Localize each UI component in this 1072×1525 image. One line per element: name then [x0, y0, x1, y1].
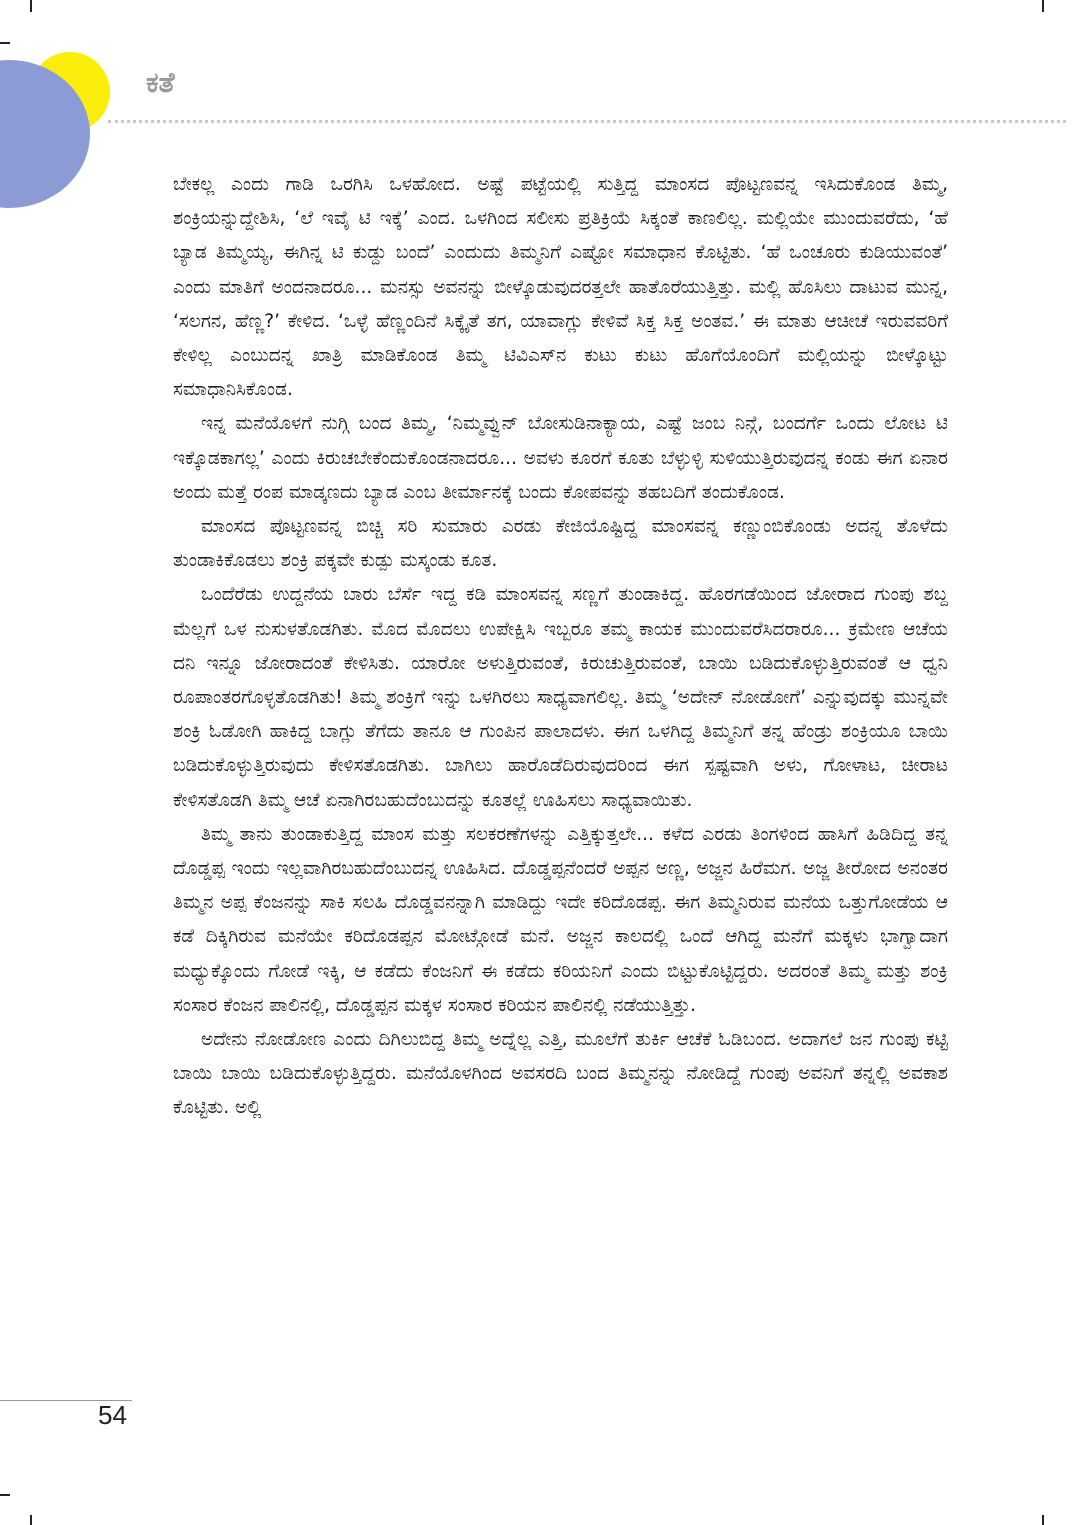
page-number: 54 — [98, 1400, 127, 1430]
crop-mark — [30, 1515, 32, 1525]
paragraph: ಮಾಂಸದ ಪೊಟ್ಟಣವನ್ನ ಬಿಚ್ಚಿ ಸರಿ ಸುಮಾರು ಎರಡು ಕೇಜಿಯೊಷ್ಟಿದ್ದ ಮಾಂಸವನ್ನ ಕಣ್ಣುಂಬಿಕೊಂಡು ಅದನ್ನ ತೊಳೆದು ತುಂಡಾಕಿಕೊಡಲು ಶಂಕ್ರಿ ಪಕ್ಕವೇ ಕುಡ್ಪು ಮಸ್ಕಂಡು ಕೂತ. — [173, 516, 948, 572]
paragraph: ಇನ್ನ ಮನೆಯೊಳಗೆ ನುಗ್ಗಿ ಬಂದ ತಿಮ್ಮ, ‘ನಿಮ್ಮವ್ವುನ್ ಬೋಸುಡಿನಾಕ್ಯಾಯ, ಎಷ್ಟೆ ಜಂಬ ನಿನ್ಗೆ, ಬಂದರ್ಗೆ ಒಂದು ಲೋಟ ಟಿ ಇಕ್ಕೊಡಕಾಗಲ್ಲ’ ಎಂದು ಕಿರುಚಬೇಕೆಂದುಕೊಂಡನಾದರೂ... ಅವಳು ಕೂರಗೆ ಕೂತು ಬೆಳ್ಳುಳ್ಳಿ ಸುಳಿಯುತ್ತಿರುವುದನ್ನ ಕಂಡು ಈಗ ಏನಾರ ಅಂದು ಮತ್ತೆ ರಂಪ ಮಾಡ್ಕಣದು ಬ್ಯಾಡ ಎಂಬ ತೀರ್ಮಾನಕ್ಕೆ ಬಂದು ಕೋಪವನ್ನು ತಹಬದಿಗೆ ತಂದುಕೊಂಡ. — [173, 413, 948, 503]
paragraph: ಅದೇನು ನೋಡೋಣ ಎಂದು ದಿಗಿಲುಬಿದ್ದ ತಿಮ್ಮ ಅದ್ನೆಲ್ಲ ಎತ್ತಿ, ಮೂಲೆಗೆ ತುರ್ಕಿ ಆಚೆಕೆ ಓಡಿಬಂದ. ಅದಾಗಲೆ ಜನ ಗುಂಪು ಕಟ್ಟಿ ಬಾಯಿ ಬಾಯಿ ಬಡಿದುಕೊಳ್ಳುತ್ತಿದ್ದರು. ಮನೆಯೊಳಗಿಂದ ಅವಸರದಿ ಬಂದ ತಿಮ್ಮನನ್ನು ನೋಡಿದ್ದೆ ಗುಂಪು ಅವನಿಗೆ ತನ್ನಲ್ಲಿ ಅವಕಾಶ ಕೊಟ್ಟಿತು. ಅಲ್ಲಿ — [173, 1029, 948, 1119]
header-dotted-rule — [108, 120, 1066, 123]
crop-mark — [1042, 1515, 1044, 1525]
crop-mark — [0, 42, 10, 44]
crop-mark — [1042, 0, 1044, 12]
section-title: ಕತೆ — [146, 66, 175, 99]
paragraph: ಒಂದೆರೆಡು ಉದ್ದನೆಯ ಬಾರು ಬೆರ್ಸೆ ಇದ್ದ ಕಡಿ ಮಾಂಸವನ್ನ ಸಣ್ಣಗೆ ತುಂಡಾಕಿದ್ದ. ಹೊರಗಡೆಯಿಂದ ಜೋರಾದ ಗುಂಪು ಶಬ್ದ ಮೆಲ್ಲಗೆ ಒಳ ನುಸುಳತೊಡಗಿತು. ಮೊದ ಮೊದಲು ಉಪೇಕ್ಷಿಸಿ ಇಬ್ಬರೂ ತಮ್ಮ ಕಾಯಕ ಮುಂದುವರೆಸಿದರಾರೂ... ಕ್ರಮೇಣ ಆಚೆಯ ದನಿ ಇನ್ನೂ ಜೋರಾದಂತೆ ಕೇಳಿಸಿತು. ಯಾರೋ ಅಳುತ್ತಿರುವಂತೆ, ಕಿರುಚುತ್ತಿರುವಂತೆ, ಬಾಯಿ ಬಡಿದುಕೊಳ್ಳುತ್ತಿರುವಂತೆ ಆ ಧ್ವನಿ ರೂಪಾಂತರಗೊಳ್ಳತೊಡಗಿತು! ತಿಮ್ಮ ಶಂಕ್ರಿಗೆ ಇನ್ನು ಒಳಗಿರಲು ಸಾಧ್ಯವಾಗಲಿಲ್ಲ. ತಿಮ್ಮ ‘ಅದೇನ್ ನೋಡೋಗೆ’ ಎನ್ನುವುದಕ್ಕು ಮುನ್ನವೇ ಶಂಕ್ರಿ ಓಡೋಗಿ ಹಾಕಿದ್ದ ಬಾಗ್ಲು ತೆಗೆದು ತಾನೂ ಆ ಗುಂಪಿನ ಪಾಲಾದಳು. ಈಗ ಒಳಗಿದ್ದ ತಿಮ್ಮನಿಗೆ ತನ್ನ ಹೆಂಡ್ರು ಶಂಕ್ರಿಯೂ ಬಾಯಿ ಬಡಿದುಕೊಳ್ಳುತ್ತಿರುವುದು ಕೇಳಿಸತೊಡಗಿತು. ಬಾಗಿಲು ಹಾರೊಡೆದಿರುವುದರಿಂದ ಈಗ ಸ್ಪಷ್ಟವಾಗಿ ಅಳು, ಗೋಳಾಟ, ಚೀರಾಟ ಕೇಳಿಸತೊಡಗಿ ತಿಮ್ಮ ಆಚೆ ಏನಾಗಿರಬಹುದೆಂಬುದನ್ನು ಕೂತಲ್ಲೆ ಊಹಿಸಲು ಸಾಧ್ಯವಾಯಿತು. — [173, 584, 948, 811]
crop-mark — [0, 1494, 10, 1496]
paragraph: ಬೇಕಲ್ಲ ಎಂದು ಗಾಡಿ ಒರಗಿಸಿ ಒಳಹೋದ. ಅಷ್ಟೆ ಪಟ್ಟೆಯಲ್ಲಿ ಸುತ್ತಿದ್ದ ಮಾಂಸದ ಪೊಟ್ಟಣವನ್ನ ಇಸಿದುಕೊಂಡ ತಿಮ್ಮ, ಶಂಕ್ರಿಯನ್ನುದ್ದೇಶಿಸಿ, ‘ಲೆ ಇವೈ ಟಿ ಇಕ್ಕೆ’ ಎಂದ. ಒಳಗಿಂದ ಸಲೀಸು ಪ್ರತಿಕ್ರಿಯೆ ಸಿಕ್ಕಂತೆ ಕಾಣಲಿಲ್ಲ. ಮಲ್ಲಿಯೇ ಮುಂದುವರೆದು, ‘ಹೆ ಬ್ಯಾಡ ತಿಮ್ಮಯ್ಯ, ಈಗಿನ್ನ ಟಿ ಕುಡ್ದು ಬಂದೆ’ ಎಂದುದು ತಿಮ್ಮನಿಗೆ ಎಷ್ಟೋ ಸಮಾಧಾನ ಕೊಟ್ಟಿತು. ‘ಹೆ ಒಂಚೂರು ಕುಡಿಯುವಂತೆ’ ಎಂದು ಮಾತಿಗೆ ಅಂದನಾದರೂ... ಮನಸ್ಸು ಅವನನ್ನು ಬೀಳ್ಕೊಡುವುದರತ್ತಲೇ ಹಾತೊರೆಯುತ್ತಿತ್ತು. ಮಲ್ಲಿ ಹೊಸಿಲು ದಾಟುವ ಮುನ್ನ, ‘ಸಲಗನ, ಹೆಣ್ಣ?’ ಕೇಳಿದ. ‘ಒಳ್ಳೆ ಹೆಣ್ಣಂದಿನೆ ಸಿಕ್ಕೈತೆ ತಗ, ಯಾವಾಗ್ಲು ಕೇಳಿವೆ ಸಿಕ್ತ ಸಿಕ್ತ ಅಂತವ.’ ಈ ಮಾತು ಆಚೀಚೆ ಇರುವವರಿಗೆ ಕೇಳಿಲ್ಲ ಎಂಬುದನ್ನ ಖಾತ್ರಿ ಮಾಡಿಕೊಂಡ ತಿಮ್ಮ ಟಿವಿಎಸ್‌ನ ಕುಟು ಕುಟು ಹೊಗೆಯೊಂದಿಗೆ ಮಲ್ಲಿಯನ್ನು ಬೀಳ್ಕೊಟ್ಟು ಸಮಾಧಾನಿಸಿಕೊಂಡ. — [173, 174, 948, 401]
crop-mark — [30, 0, 32, 12]
paragraph: ತಿಮ್ಮ ತಾನು ತುಂಡಾಕುತ್ತಿದ್ದ ಮಾಂಸ ಮತ್ತು ಸಲಕರಣೆಗಳನ್ನು ಎತ್ತಿಕ್ಕುತ್ತಲೇ... ಕಳೆದ ಎರಡು ತಿಂಗಳಿಂದ ಹಾಸಿಗೆ ಹಿಡಿದಿದ್ದ ತನ್ನ ದೊಡ್ಡಪ್ಪ ಇಂದು ಇಲ್ಲವಾಗಿರಬಹುದೆಂಬುದನ್ನ ಊಹಿಸಿದ. ದೊಡ್ಡಪ್ಪನೆಂದರೆ ಅಪ್ಪನ ಅಣ್ಣ, ಅಜ್ಜನ ಹಿರೆಮಗ. ಅಜ್ಜ ತೀರೋದ ಅನಂತರ ತಿಮ್ಮನ ಅಪ್ಪ ಕೆಂಜನನ್ನು ಸಾಕಿ ಸಲಹಿ ದೊಡ್ಡವನನ್ನಾಗಿ ಮಾಡಿದ್ದು ಇದೇ ಕರಿದೊಡಪ್ಪ. ಈಗ ತಿಮ್ಮನಿರುವ ಮನೆಯ ಒತ್ತುಗೋಡೆಯ ಆ ಕಡೆ ದಿಕ್ಕಿಗಿರುವ ಮನೆಯೇ ಕರಿದೊಡಪ್ಪನ ಮೋಟ್ಗೋಡೆ ಮನೆ. ಅಜ್ಜನ ಕಾಲದಲ್ಲಿ ಒಂದೆ ಆಗಿದ್ದ ಮನೆಗೆ ಮಕ್ಕಳು ಭಾಗ್ವಾದಾಗ ಮಧ್ಯುಕ್ಕೊಂದು ಗೋಡೆ ಇಕ್ಕಿ, ಆ ಕಡೆದು ಕೆಂಜನಿಗೆ ಈ ಕಡೆದು ಕರಿಯನಿಗೆ ಎಂದು ಬಿಟ್ಟುಕೊಟ್ಟಿದ್ದರು. ಅದರಂತೆ ತಿಮ್ಮ ಮತ್ತು ಶಂಕ್ರಿ ಸಂಸಾರ ಕೆಂಜನ ಪಾಲಿನಲ್ಲಿ, ದೊಡ್ಡಪ್ಪನ ಮಕ್ಕಳ ಸಂಸಾರ ಕರಿಯನ ಪಾಲಿನಲ್ಲಿ ನಡೆಯುತ್ತಿತ್ತು. — [173, 823, 948, 1016]
story-body — [173, 168, 948, 1126]
